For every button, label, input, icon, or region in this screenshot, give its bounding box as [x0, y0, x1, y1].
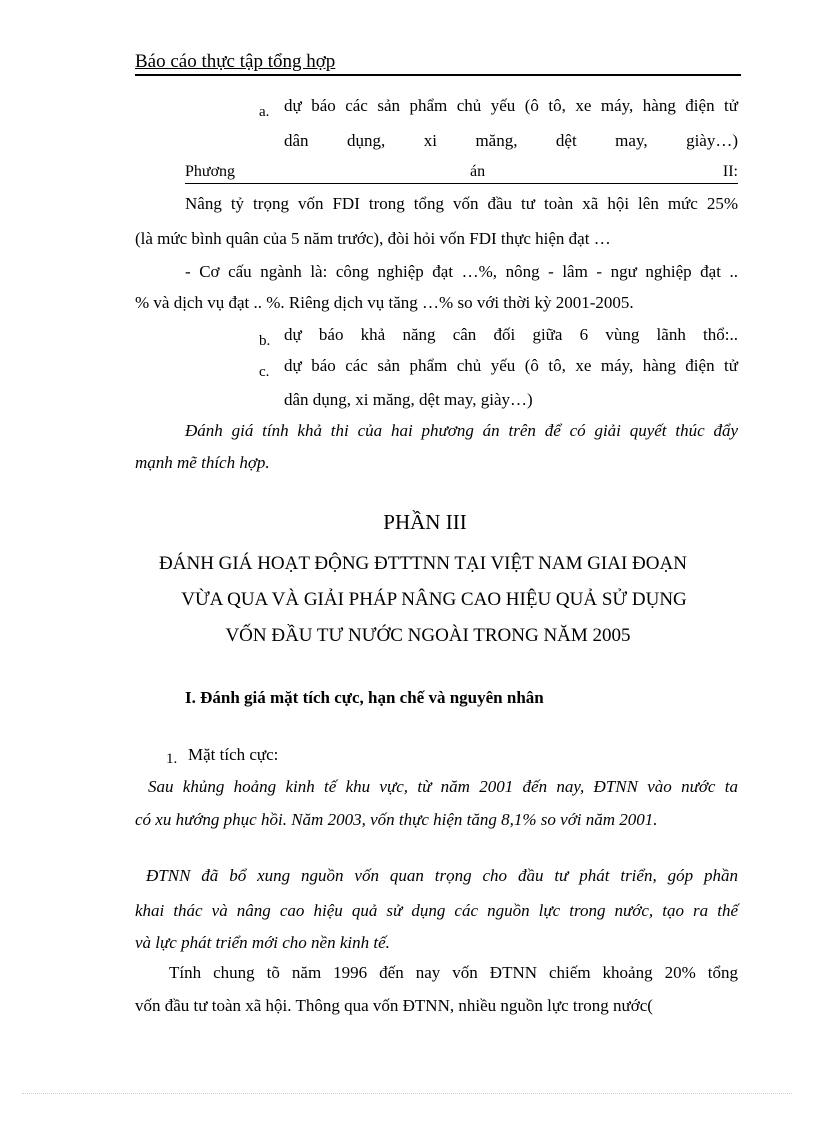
evaluation-line-2: mạnh mẽ thích hợp.: [135, 453, 270, 472]
list-marker-a: a.: [259, 104, 270, 120]
contribution-line-3: và lực phát triển mới cho nền kinh tế.: [135, 933, 390, 952]
part-heading-line-1: ĐÁNH GIÁ HOẠT ĐỘNG ĐTTTNN TẠI VIỆT NAM GIAI ĐOẠN: [159, 553, 687, 574]
contribution-line-1: ĐTNN đã bổ xung nguồn vốn quan trọng cho đầu tư phát triển, góp phần: [146, 866, 738, 885]
list-marker-c: c.: [259, 364, 270, 380]
list-a-line-1: dự báo các sản phẩm chủ yếu (ô tô, xe máy, hàng điện tử: [284, 96, 738, 115]
list-a-line-2: dân dụng, xi măng, dệt may, giày…): [284, 131, 738, 150]
list-b-line-1: dự báo khả năng cân đối giữa 6 vùng lãnh thổ:..: [284, 325, 738, 344]
section-title: I. Đánh giá mặt tích cực, hạn chế và nguyên nhân: [185, 688, 544, 707]
list-c-line-2: dân dụng, xi măng, dệt may, giày…): [284, 390, 533, 409]
list-marker-b: b.: [259, 333, 271, 349]
subsection-title: Mặt tích cực:: [188, 745, 279, 764]
paragraph-structure-line-1: - Cơ cấu ngành là: công nghiệp đạt …%, nông - lâm - ngư nghiệp đạt ..: [185, 262, 738, 281]
evaluation-line-1: Đánh giá tính khả thi của hai phương án trên để có giải quyết thúc đẩy: [185, 421, 738, 440]
part-heading-line-3: VỐN ĐẦU TƯ NƯỚC NGOÀI TRONG NĂM 2005: [225, 625, 631, 646]
subsection-marker: 1.: [166, 751, 178, 767]
recovery-line-1: Sau khủng hoảng kinh tế khu vực, từ năm 2001 đến nay, ĐTNN vào nước ta: [148, 777, 738, 796]
header-title: Báo cáo thực tập tổng hợp: [135, 51, 336, 72]
list-c-line-1: dự báo các sản phẩm chủ yếu (ô tô, xe máy, hàng điện tử: [284, 356, 738, 375]
phuong-an-word-3: II:: [722, 163, 738, 180]
share-line-1: Tính chung tõ năm 1996 đến nay vốn ĐTNN chiếm khoảng 20% tổng: [169, 963, 738, 982]
phuong-an-word-1: Phương: [185, 163, 236, 180]
phuong-an-heading: [185, 163, 738, 184]
share-line-2: vốn đầu tư toàn xã hội. Thông qua vốn ĐTNN, nhiều nguồn lực trong nước(: [135, 996, 653, 1015]
paragraph-fdi-line-2: (là mức bình quân của 5 năm trước), đòi hỏi vốn FDI thực hiện đạt …: [135, 229, 611, 248]
page-header: [135, 50, 741, 76]
part-title: PHẦN III: [383, 510, 467, 534]
recovery-line-2: có xu hướng phục hồi. Năm 2003, vốn thực hiện tăng 8,1% so với năm 2001.: [135, 810, 658, 829]
phuong-an-word-2: án: [470, 163, 486, 180]
contribution-line-2: khai thác và nâng cao hiệu quả sử dụng các nguồn lực trong nước, tạo ra thế: [135, 901, 738, 920]
part-heading-line-2: VỪA QUA VÀ GIẢI PHÁP NÂNG CAO HIỆU QUẢ SỬ DỤNG: [181, 589, 687, 610]
paragraph-fdi-line-1: Nâng tỷ trọng vốn FDI trong tổng vốn đầu tư toàn xã hội lên mức 25%: [185, 194, 738, 213]
page-bottom-rule: [22, 1093, 792, 1094]
paragraph-structure-line-2: % và dịch vụ đạt .. %. Riêng dịch vụ tăng …% so với thời kỳ 2001-2005.: [135, 293, 634, 312]
